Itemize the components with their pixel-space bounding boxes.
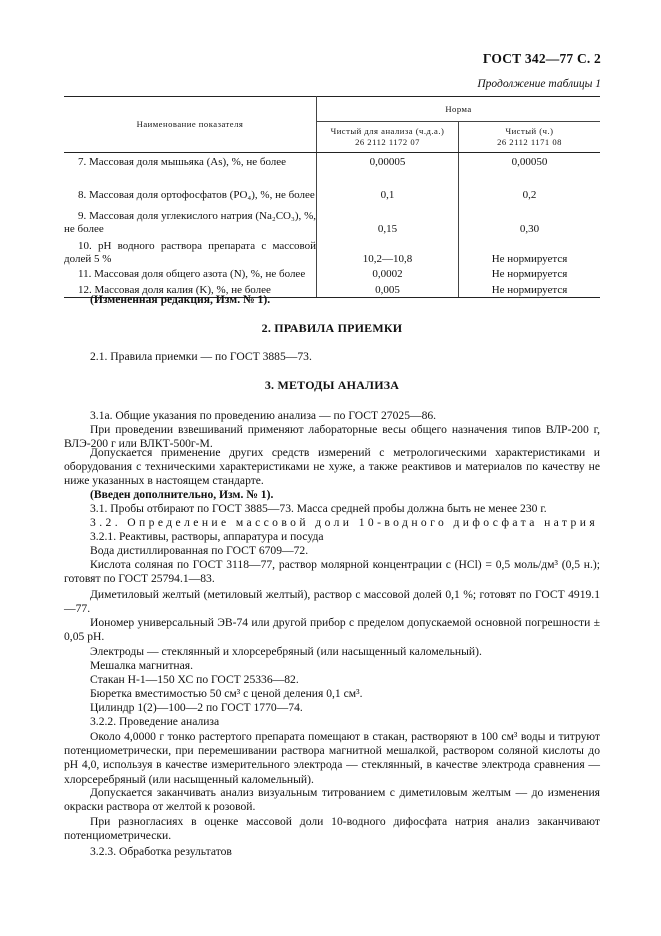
- row-value-pure: 0,2: [522, 188, 537, 201]
- amendment-note: (Измененная редакция, Изм. № 1).: [90, 293, 271, 306]
- table-row: [64, 236, 600, 266]
- row-indicator: 7. Массовая доля мышьяка (As), %, не более: [78, 155, 287, 168]
- apparatus-beaker: Стакан Н-1—150 ХС по ГОСТ 25336—82.: [90, 673, 299, 686]
- column-header-analytical-grade: Чистый для анализа (ч.д.а.) 26 2112 1172 07: [317, 122, 459, 153]
- row-value-pure: Не нормируется: [491, 252, 568, 265]
- column-header-norma: Норма: [317, 97, 601, 122]
- section-title-acceptance: 2. ПРАВИЛА ПРИЕМКИ: [261, 321, 403, 335]
- section-title-methods: 3. МЕТОДЫ АНАЛИЗА: [264, 378, 400, 392]
- row-value-pure: 0,00050: [511, 155, 548, 168]
- apparatus-burette: Бюретка вместимостью 50 см³ с ценой деления 0,1 см³.: [90, 687, 363, 700]
- row-value-analytical: 10,2—10,8: [317, 236, 459, 266]
- column-header-indicator: Наименование показателя: [64, 97, 317, 153]
- apparatus-electrodes: Электроды — стеклянный и хлорсеребряный (или насыщенный каломельный).: [90, 645, 482, 658]
- paragraph-weighing: При проведении взвешиваний применяют лабораторные весы общего назначения типов ВЛР-200 г, ВЛЭ-200 г или ВЛКТ-500г-М.: [64, 423, 600, 451]
- addition-note: (Введен дополнительно, Изм. № 1).: [90, 488, 274, 501]
- row-value-pure: 0,30: [519, 222, 540, 235]
- column-header-pure-grade: Чистый (ч.) 26 2112 1171 08: [459, 122, 601, 153]
- row-value-pure: Не нормируется: [491, 267, 568, 280]
- row-indicator: 11. Массовая доля общего азота (N), %, не более: [78, 267, 306, 280]
- row-indicator: 8. Массовая доля ортофосфатов (PO₄), %, не более: [78, 188, 315, 201]
- paragraph-disagreement: При разногласиях в оценке массовой доли 10-водного дифосфата натрия анализ заканчивают потенциометрически.: [64, 815, 600, 843]
- clause-3-2-1: 3.2.1. Реактивы, растворы, аппаратура и посуда: [90, 530, 324, 543]
- row-indicator: 10. pH водного раствора препарата с массовой долей 5 %: [64, 239, 316, 265]
- page-header: ГОСТ 342—77 С. 2: [482, 51, 601, 66]
- norms-table: [64, 96, 600, 298]
- row-value-analytical: 0,1: [317, 169, 459, 202]
- table-row: [64, 169, 600, 202]
- row-value-analytical: 0,00005: [317, 153, 459, 169]
- clause-3-2: 3.2. Определение массовой доли 10-водного дифосфата натрия: [90, 516, 599, 529]
- clause-3-1: 3.1. Пробы отбирают по ГОСТ 3885—73. Масса средней пробы должна быть не менее 230 г.: [90, 502, 547, 515]
- clause-3-1a: 3.1a. Общие указания по проведению анализа — по ГОСТ 27025—86.: [90, 409, 437, 422]
- row-value-analytical: 0,005: [317, 281, 459, 298]
- table-row: [64, 153, 600, 169]
- row-value-analytical: 0,15: [317, 202, 459, 236]
- apparatus-ionomer: Иономер универсальный ЭВ-74 или другой прибор с пределом допускаемой основной погрешности ± 0,05 pH.: [64, 616, 600, 644]
- row-indicator: 9. Массовая доля углекислого натрия (Na₂CO₃), %, не более: [64, 209, 316, 235]
- clause-3-2-3: 3.2.3. Обработка результатов: [90, 845, 232, 858]
- paragraph-visual-titration: Допускается заканчивать анализ визуальным титрованием с диметиловым желтым — до изменения окраски раствора от желтой к розовой.: [64, 786, 600, 814]
- paragraph-equipment-allowed: Допускается применение других средств измерений с метрологическими характеристиками и оборудования с техническими характеристиками не хуже, а также реактивов и материалов по качеству не ниже указанных в настоящем стандарте.: [64, 446, 600, 488]
- reagent-hydrochloric-acid: Кислота соляная по ГОСТ 3118—77, раствор молярной концентрации c (HCl) = 0,5 моль/дм³ (0,5 н.); готовят по ГОСТ 25794.1—83.: [64, 558, 600, 586]
- clause-2-1: 2.1. Правила приемки — по ГОСТ 3885—73.: [90, 350, 312, 363]
- row-indicator: 12. Массовая доля калия (K), %, не более: [78, 284, 271, 296]
- table-row: [64, 266, 600, 281]
- apparatus-cylinder: Цилиндр 1(2)—100—2 по ГОСТ 1770—74.: [90, 701, 303, 714]
- table-continuation-label: Продолжение таблицы 1: [477, 78, 601, 90]
- apparatus-stirrer: Мешалка магнитная.: [90, 659, 193, 672]
- table-row: [64, 202, 600, 236]
- row-value-analytical: 0,0002: [317, 266, 459, 281]
- reagent-dimethyl-yellow: Диметиловый желтый (метиловый желтый), раствор с массовой долей 0,1 %; готовят по ГОСТ 4919.1—77.: [64, 588, 600, 616]
- reagent-water: Вода дистиллированная по ГОСТ 6709—72.: [90, 544, 309, 557]
- paragraph-procedure: Около 4,0000 г тонко растертого препарата помещают в стакан, растворяют в 100 см³ воды и титруют потенциометрически, при перемешивании раствора магнитной мешалкой, раствором соляной кислоты до pH 4,0, используя в качестве измерительного электрода — стеклянный, в качестве электрода сравнения — хлорсеребряный (или насыщенный каломельный).: [64, 730, 600, 786]
- clause-3-2-2: 3.2.2. Проведение анализа: [90, 715, 220, 728]
- row-value-pure: Не нормируется: [459, 281, 601, 298]
